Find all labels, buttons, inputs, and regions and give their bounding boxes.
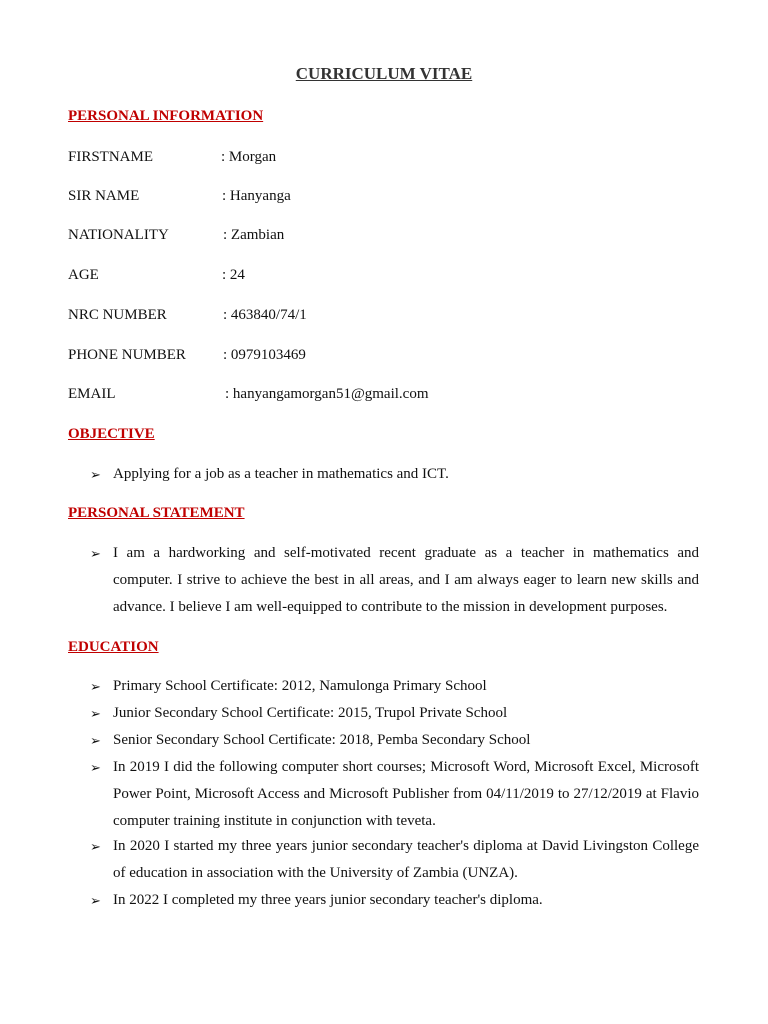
objective-item: Applying for a job as a teacher in mathematics and ICT. bbox=[113, 466, 449, 482]
education-item: Junior Secondary School Certificate: 2015, Trupol Private School bbox=[113, 705, 508, 721]
education-heading: EDUCATION bbox=[68, 639, 159, 655]
personal-statement-heading: PERSONAL STATEMENT bbox=[68, 505, 245, 521]
field-value-age: : 24 bbox=[222, 267, 245, 283]
field-label-nrc-number: NRC NUMBER bbox=[68, 307, 167, 323]
education-item: Primary School Certificate: 2012, Namulonga Primary School bbox=[113, 678, 487, 694]
bullet-arrow-icon: ➢ bbox=[90, 679, 101, 694]
bullet-arrow-icon: ➢ bbox=[90, 733, 101, 748]
field-label-sirname: SIR NAME bbox=[68, 188, 140, 204]
personal-info-heading: PERSONAL INFORMATION bbox=[68, 108, 264, 124]
bullet-arrow-icon: ➢ bbox=[90, 760, 101, 775]
education-item: Senior Secondary School Certificate: 2018, Pemba Secondary School bbox=[113, 732, 531, 748]
bullet-arrow-icon: ➢ bbox=[90, 706, 101, 721]
bullet-arrow-icon: ➢ bbox=[90, 467, 101, 482]
field-value-sirname: : Hanyanga bbox=[222, 188, 291, 204]
field-value-phone-number: : 0979103469 bbox=[223, 347, 306, 363]
field-label-age: AGE bbox=[68, 267, 99, 283]
bullet-arrow-icon: ➢ bbox=[90, 546, 101, 561]
objective-heading: OBJECTIVE bbox=[68, 426, 155, 442]
field-label-firstname: FIRSTNAME bbox=[68, 149, 154, 165]
bullet-arrow-icon: ➢ bbox=[90, 839, 101, 854]
field-value-email: : hanyangamorgan51@gmail.com bbox=[225, 386, 429, 402]
education-item: In 2022 I completed my three years junior secondary teacher's diploma. bbox=[113, 892, 543, 908]
education-item: In 2019 I did the following computer short courses; Microsoft Word, Microsoft Excel, Microsoft Power Point, Microsoft Access and Microsoft Publisher from 04/11/2019 to 27/12/2019 at Flavio computer training institute in conjunction with teveta. bbox=[113, 759, 699, 829]
document-title: CURRICULUM VITAE bbox=[295, 64, 473, 83]
field-value-firstname: : Morgan bbox=[221, 149, 277, 165]
field-value-nrc-number: : 463840/74/1 bbox=[223, 307, 307, 323]
bullet-arrow-icon: ➢ bbox=[90, 893, 101, 908]
personal-statement-item: I am a hardworking and self-motivated recent graduate as a teacher in mathematics and computer. I strive to achieve the best in all areas, and I am always eager to learn new skills and advance. I believe I am well-equipped to contribute to the mission in development purposes. bbox=[113, 545, 699, 615]
field-label-nationality: NATIONALITY bbox=[68, 227, 169, 243]
education-item: In 2020 I started my three years junior secondary teacher's diploma at David Livingston College of education in association with the University of Zambia (UNZA). bbox=[113, 838, 699, 881]
field-value-nationality: : Zambian bbox=[223, 227, 285, 243]
field-label-phone-number: PHONE NUMBER bbox=[68, 347, 186, 363]
field-label-email: EMAIL bbox=[68, 386, 116, 402]
